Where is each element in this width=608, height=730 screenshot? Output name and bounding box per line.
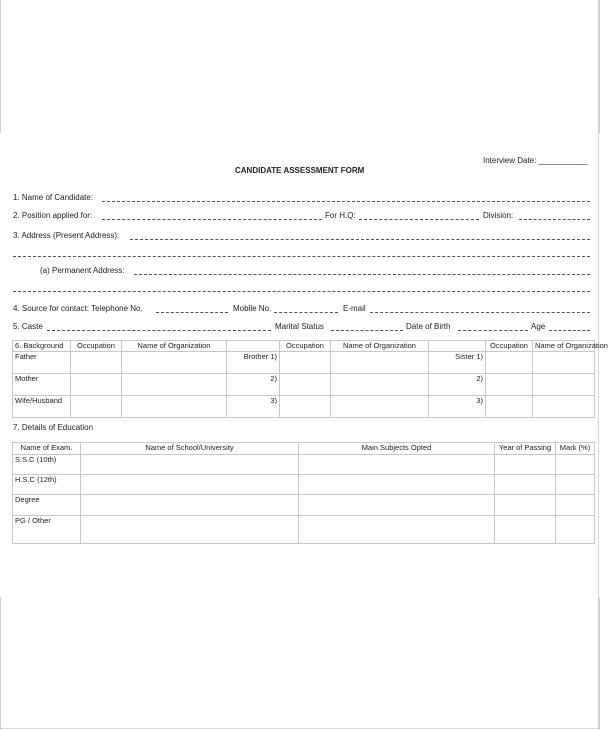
position-field[interactable] — [102, 219, 322, 220]
input-cell[interactable] — [556, 475, 595, 495]
caste-field[interactable] — [47, 330, 271, 331]
table-row — [13, 396, 595, 418]
marital-status-label: Marital Status — [275, 322, 324, 331]
position-label: 2. Position applied for: — [13, 211, 93, 220]
permanent-address-field[interactable] — [134, 274, 590, 275]
header-cell — [227, 341, 280, 352]
header-cell: Occupation — [486, 341, 533, 352]
input-cell[interactable] — [495, 516, 556, 544]
input-cell[interactable] — [486, 352, 533, 374]
header-cell: Name of School/University — [81, 443, 299, 455]
input-cell[interactable] — [122, 374, 227, 396]
interview-date-label: Interview Date: ___________ — [483, 156, 588, 165]
header-cell: Name of Organization — [122, 341, 227, 352]
source-label: 4. Source for contact: Telephone No. — [13, 304, 143, 313]
input-cell[interactable] — [331, 374, 429, 396]
relation-cell: Sister 1) — [429, 352, 486, 374]
input-cell[interactable] — [299, 475, 495, 495]
input-cell[interactable] — [556, 516, 595, 544]
input-cell[interactable] — [122, 352, 227, 374]
background-header-row — [13, 341, 595, 352]
age-label: Age — [531, 322, 546, 331]
header-cell: Occupation — [280, 341, 331, 352]
marital-status-field[interactable] — [331, 330, 403, 331]
table-row — [13, 374, 595, 396]
education-table — [12, 442, 595, 544]
input-cell[interactable] — [299, 455, 495, 475]
input-cell[interactable] — [299, 495, 495, 516]
input-cell[interactable] — [533, 396, 595, 418]
name-label: 1. Name of Candidate: — [13, 193, 94, 202]
input-cell[interactable] — [280, 374, 331, 396]
division-field[interactable] — [519, 219, 590, 220]
input-cell[interactable] — [299, 516, 495, 544]
input-cell[interactable] — [486, 374, 533, 396]
input-cell[interactable] — [495, 475, 556, 495]
relation-cell: 2) — [227, 374, 280, 396]
input-cell[interactable] — [71, 396, 122, 418]
input-cell[interactable] — [331, 352, 429, 374]
exam-name-cell: Degree — [13, 495, 81, 516]
input-cell[interactable] — [533, 352, 595, 374]
input-cell[interactable] — [81, 516, 299, 544]
input-cell[interactable] — [486, 396, 533, 418]
background-table — [12, 340, 608, 418]
division-label: Division: — [483, 211, 514, 220]
header-cell: Name of Exam. — [13, 443, 81, 455]
page-edge — [0, 0, 1, 133]
mobile-field[interactable] — [274, 312, 338, 313]
table-row — [13, 475, 595, 495]
relation-cell: Brother 1) — [227, 352, 280, 374]
name-field[interactable] — [102, 201, 590, 202]
present-address-field[interactable] — [130, 239, 590, 240]
input-cell[interactable] — [71, 374, 122, 396]
hq-label: For H.Q: — [325, 211, 356, 220]
exam-name-cell: H.S.C (12th) — [13, 475, 81, 495]
input-cell[interactable] — [280, 352, 331, 374]
exam-name-cell: S.S.C (10th) — [13, 455, 81, 475]
header-cell: Main Subjects Opted — [299, 443, 495, 455]
table-row — [13, 516, 595, 544]
email-label: E-mail — [343, 304, 366, 313]
input-cell[interactable] — [533, 374, 595, 396]
dob-field[interactable] — [458, 330, 528, 331]
input-cell[interactable] — [122, 396, 227, 418]
age-field[interactable] — [549, 330, 590, 331]
input-cell[interactable] — [280, 396, 331, 418]
relation-cell: Mother — [13, 374, 71, 396]
input-cell[interactable] — [71, 352, 122, 374]
input-cell[interactable] — [81, 495, 299, 516]
dob-label: Date of Birth — [406, 322, 451, 331]
education-label: 7. Details of Education — [13, 423, 94, 432]
telephone-field[interactable] — [156, 312, 228, 313]
input-cell[interactable] — [81, 475, 299, 495]
header-cell: Name of Organization — [533, 341, 595, 352]
relation-cell: 2) — [429, 374, 486, 396]
header-cell: Year of Passing — [495, 443, 556, 455]
header-cell — [429, 341, 486, 352]
input-cell[interactable] — [495, 455, 556, 475]
table-row — [13, 352, 595, 374]
caste-label: 5. Caste — [13, 322, 43, 331]
form-title: CANDIDATE ASSESSMENT FORM — [235, 166, 365, 175]
header-cell: 6. Background — [13, 341, 71, 352]
permanent-address-label: (a) Permanent Address: — [40, 266, 125, 275]
email-field[interactable] — [370, 312, 590, 313]
relation-cell: 3) — [227, 396, 280, 418]
education-header-row — [13, 443, 595, 455]
header-cell: Occupation — [71, 341, 122, 352]
present-address-line-2[interactable] — [13, 256, 590, 257]
table-row — [13, 495, 595, 516]
page-edge — [0, 597, 1, 730]
hq-field[interactable] — [359, 219, 479, 220]
header-cell: Name of Organization — [331, 341, 429, 352]
input-cell[interactable] — [81, 455, 299, 475]
address-label: 3. Address (Present Address): — [13, 231, 120, 240]
exam-name-cell: PG / Other — [13, 516, 81, 544]
input-cell[interactable] — [331, 396, 429, 418]
relation-cell: Wife/Husband — [13, 396, 71, 418]
page-edge — [599, 0, 600, 133]
table-row — [13, 455, 595, 475]
input-cell[interactable] — [495, 495, 556, 516]
page-edge — [599, 597, 600, 730]
relation-cell: 3) — [429, 396, 486, 418]
header-cell: Mark (%) — [556, 443, 595, 455]
input-cell[interactable] — [556, 495, 595, 516]
mobile-label: Mobile No. — [233, 304, 272, 313]
permanent-address-line-2[interactable] — [13, 291, 590, 292]
relation-cell: Father — [13, 352, 71, 374]
input-cell[interactable] — [556, 455, 595, 475]
